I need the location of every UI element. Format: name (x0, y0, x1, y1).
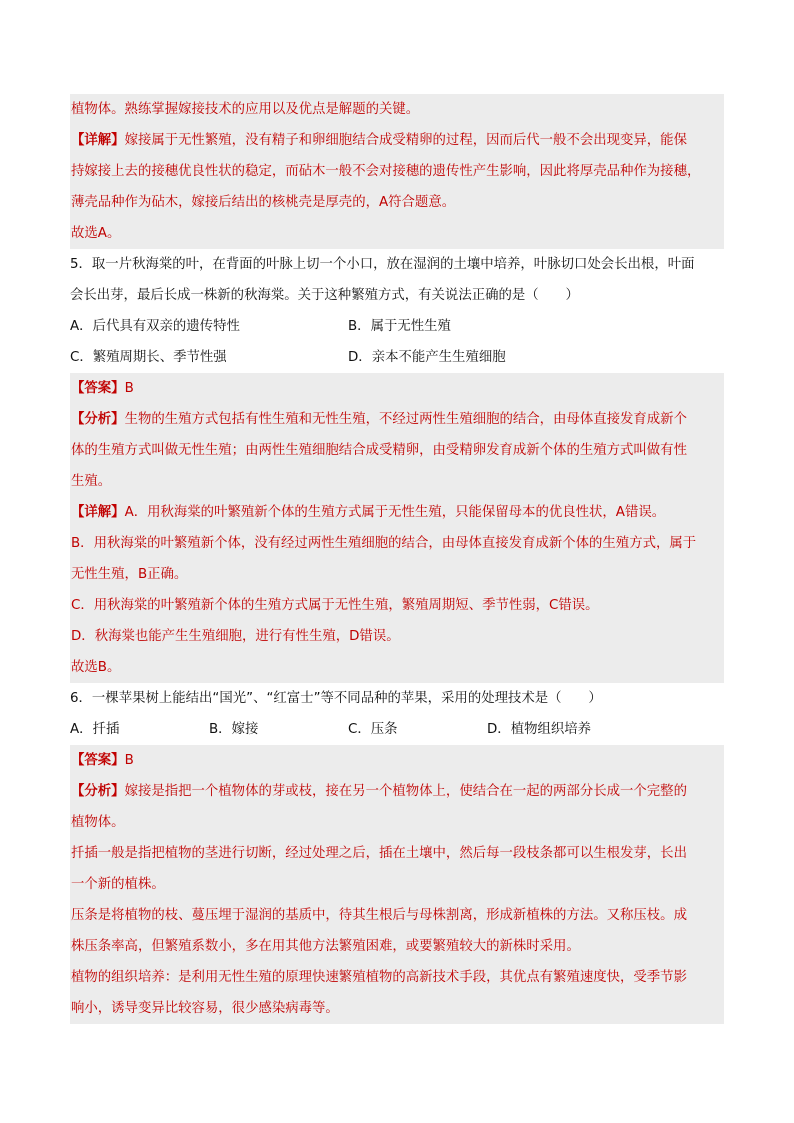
detail-tag: 【详解】 (71, 133, 125, 148)
answer-block-q6: 【答案】B 【分析】嫁接是指把一个植物体的芽或枝，接在另一个植物体上，使结合在一起的两部分长成一个完整的 植物体。 扦插一般是指把植物的茎进行切断，经过处理之后，插在土壤中，然后每一段枝条都可以生根发芽，长出 一个新的植株。 压条是将植物的枝、蔓压埋于湿润的基质中，待其生根后与母株割离，形成新植株的方法。又称压枝。成 株压条率高，但繁殖系数小，多在用其他方法繁殖困难，或要繁殖较大的新株时采用。 植物的组织培养：是利用无性生殖的原理快速繁殖植物的高新技术手段，其优点有繁殖速度快，受季节影 响小，诱导变异比较容易，很少感染病毒等。 (70, 745, 724, 1024)
answer-block-q4 (70, 94, 724, 249)
detail-paragraph: 【详解】嫁接属于无性繁殖，没有精子和卵细胞结合成受精卵的过程，因而后代一般不会出现变异，能保 (71, 133, 687, 148)
answer-line (71, 373, 724, 404)
conclusion: 故选A。 (71, 226, 121, 241)
question-6-options (70, 714, 724, 745)
option-a: A．扦插 (70, 722, 120, 737)
question-5-stem: 5．取一片秋海棠的叶，在背面的叶脉上切一个小口，放在湿润的土壤中培养，叶脉切口处会长出根，叶面 会长出芽，最后长成一株新的秋海棠。关于这种繁殖方式，有关说法正确的是（ ） (70, 257, 695, 303)
tissue-culture-paragraph: 植物的组织培养：是利用无性生殖的原理快速繁殖植物的高新技术手段，其优点有繁殖速度快，受季节影 (71, 970, 687, 985)
option-a: A．后代具有双亲的遗传特性 (70, 319, 240, 334)
question-5-options-row2 (70, 342, 724, 373)
option-c: C．繁殖周期长、季节性强 (70, 350, 227, 365)
option-d: D．亲本不能产生生殖细胞 (348, 350, 506, 365)
answer-value: B (124, 753, 134, 768)
answer-tag: 【答案】 (71, 753, 125, 768)
option-d: D．植物组织培养 (487, 722, 592, 737)
option-b: B．属于无性生殖 (348, 319, 451, 334)
detail-line: 持嫁接上去的接穗优良性状的稳定，而砧木一般不会对接穗的遗传性产生影响，因此将厚壳品种作为接穗， (71, 164, 701, 179)
cutting-paragraph: 扦插一般是指把植物的茎进行切断，经过处理之后，插在土壤中，然后每一段枝条都可以生根发芽，长出 (71, 846, 687, 861)
detail-paragraph: 【详解】A．用秋海棠的叶繁殖新个体的生殖方式属于无性生殖，只能保留母本的优良性状，A错误。 (71, 505, 666, 520)
detail-line: 薄壳品种作为砧木，嫁接后结出的核桃壳是厚壳的，A符合题意。 (71, 195, 456, 210)
layering-paragraph: 压条是将植物的枝、蔓压埋于湿润的基质中，待其生根后与母株割离，形成新植株的方法。又称压枝。成 (71, 908, 687, 923)
detail-tag: 【详解】 (71, 505, 125, 520)
analysis-paragraph: 【分析】嫁接是指把一个植物体的芽或枝，接在另一个植物体上，使结合在一起的两部分长成一个完整的 (71, 784, 687, 799)
analysis-paragraph: 【分析】生物的生殖方式包括有性生殖和无性生殖，不经过两性生殖细胞的结合，由母体直接发育成新个 (71, 412, 687, 427)
detail-c: C．用秋海棠的叶繁殖新个体的生殖方式属于无性生殖，繁殖周期短、季节性弱，C错误。 (71, 598, 599, 613)
question-6-stem: 6．一棵苹果树上能结出“国光”、“红富士”等不同品种的苹果，采用的处理技术是（ ） (70, 691, 602, 706)
answer-value: B (124, 381, 134, 396)
detail-d: D．秋海棠也能产生生殖细胞，进行有性生殖，D错误。 (71, 629, 400, 644)
analysis-tag: 【分析】 (71, 412, 125, 427)
analysis-tag: 【分析】 (71, 784, 125, 799)
answer-tag: 【答案】 (71, 381, 125, 396)
analysis-continuation: 植物体。熟练掌握嫁接技术的应用以及优点是解题的关键。 (71, 102, 420, 117)
detail-b: B．用秋海棠的叶繁殖新个体，没有经过两性生殖细胞的结合，由母体直接发育成新个体的生殖方式，属于 (71, 536, 697, 551)
document-page (70, 94, 724, 1024)
option-b: B．嫁接 (209, 722, 259, 737)
option-c: C．压条 (348, 722, 398, 737)
answer-block-q5: 【答案】B 【分析】生物的生殖方式包括有性生殖和无性生殖，不经过两性生殖细胞的结合，由母体直接发育成新个 体的生殖方式叫做无性生殖；由两性生殖细胞结合成受精卵，由受精卵发育成新个体的生殖方式叫做有性 生殖。 【详解】A．用秋海棠的叶繁殖新个体的生殖方式属于无性生殖，只能保留母本的优良性状，A错误。 B．用秋海棠的叶繁殖新个体，没有经过两性生殖细胞的结合，由母体直接发育成新个体的生殖方式，属于 无性生殖，B正确。 C．用秋海棠的叶繁殖新个体的生殖方式属于无性生殖，繁殖周期短、季节性弱，C错误。 D．秋海棠也能产生生殖细胞，进行有性生殖，D错误。 故选B。 (70, 373, 724, 683)
answer-line (71, 745, 724, 776)
conclusion: 故选B。 (71, 660, 121, 675)
question-5-options-row1 (70, 311, 724, 342)
